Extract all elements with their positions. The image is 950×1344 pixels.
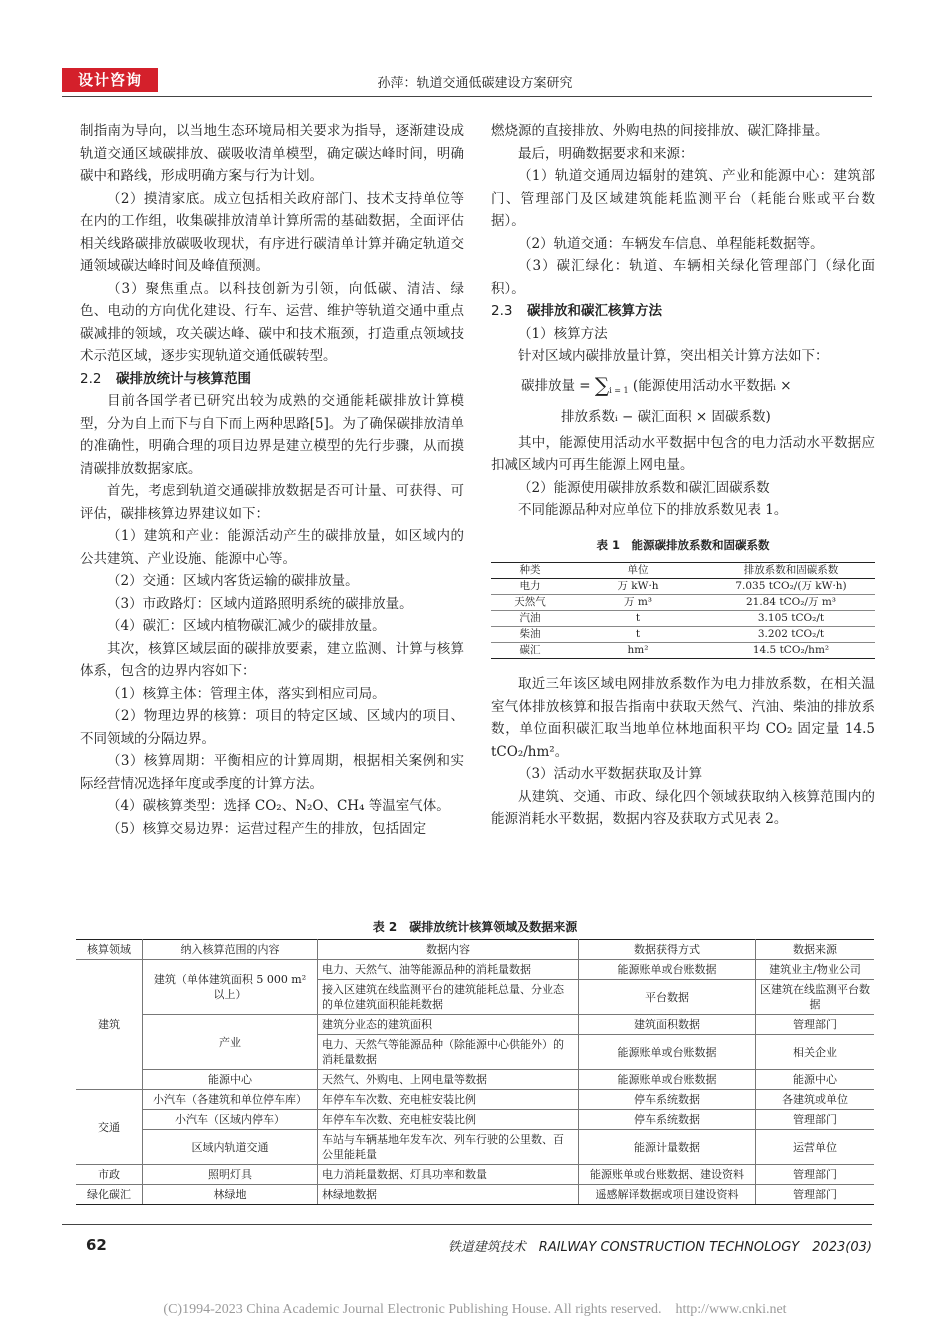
table1-row xyxy=(491,643,875,659)
table1-header: 种类 xyxy=(491,563,569,579)
body-paragraph: 目前各国学者已研究出较为成熟的交通能耗碳排放计算模型，分为自上而下与自下而上两种思路[5]。为了确保碳排放清单的准确性，明确合理的项目边界是建立模型的先行步骤，从而摸清碳排放数据家底。 xyxy=(80,393,464,477)
running-header: 孙萍：轨道交通低碳建设方案研究 xyxy=(377,76,573,91)
body-paragraph: （2）物理边界的核算：项目的特定区域、区域内的项目、不同领域的分隔边界。 xyxy=(80,708,464,747)
formula-line1-body: (能源使用活动水平数据ᵢ × xyxy=(632,377,792,394)
page-number: 62 xyxy=(86,1236,107,1254)
table2-cell: 遥感解译数据或项目建设资料 xyxy=(579,1185,756,1205)
table2-domain-cell: 绿化碳汇 xyxy=(76,1185,143,1205)
formula-line2: 排放系数ᵢ − 碳汇面积 × 固碳系数) xyxy=(561,408,771,425)
table2-cell: 停车系统数据 xyxy=(579,1110,756,1130)
table2-cell: 各建筑或单位 xyxy=(756,1090,875,1110)
table1-cell: 7.035 tCO₂/(万 kW·h) xyxy=(707,579,875,595)
body-paragraph: （1）核算方法 xyxy=(518,325,608,342)
table2 xyxy=(76,939,874,1205)
table2-scope-cell: 小汽车（区域内停车） xyxy=(143,1110,318,1130)
table2-scope-cell: 产业 xyxy=(143,1015,318,1070)
table2-cell: 管理部门 xyxy=(756,1185,875,1205)
table1-cell: 14.5 tCO₂/hm² xyxy=(707,643,875,659)
table2-cell: 建筑面积数据 xyxy=(579,1015,756,1035)
body-paragraph: （4）碳核算类型：选择 CO₂、N₂O、CH₄ 等温室气体。 xyxy=(107,798,450,814)
table2-cell: 能源计量数据 xyxy=(579,1130,756,1165)
section-heading xyxy=(80,368,464,391)
body-paragraph: （3）碳汇绿化：轨道、车辆相关绿化管理部门（绿化面积）。 xyxy=(491,258,875,297)
table1-cell: 汽油 xyxy=(491,611,569,627)
table1-header: 单位 xyxy=(569,563,707,579)
body-paragraph: （1）轨道交通周边辐射的建筑、产业和能源中心：建筑部门、管理部门及区域建筑能耗监测平台（耗能台账或平台数据）。 xyxy=(491,168,875,229)
body-paragraph: 针对区域内碳排放量计算，突出相关计算方法如下： xyxy=(518,348,829,364)
table2-header: 数据来源 xyxy=(756,940,875,960)
table2-cell: 接入区建筑在线监测平台的建筑能耗总量、分业态的单位建筑面积能耗数据 xyxy=(318,980,579,1015)
section-banner: 设计咨询 xyxy=(62,68,158,92)
section-title: 碳排放和碳汇核算方法 xyxy=(527,303,662,319)
body-paragraph: （1）核算主体：管理主体，落实到相应司局。 xyxy=(107,685,386,702)
table2-cell: 电力、天然气等能源品种（除能源中心供能外）的消耗量数据 xyxy=(318,1035,579,1070)
table1-cell: 碳汇 xyxy=(491,643,569,659)
table2-cell: 建筑分业态的建筑面积 xyxy=(318,1015,579,1035)
section-number: 2.3 xyxy=(491,303,513,319)
body-paragraph: 不同能源品种对应单位下的排放系数见表 1。 xyxy=(518,502,788,518)
table2-domain-cell: 交通 xyxy=(76,1090,143,1165)
table1-cell: hm² xyxy=(569,643,707,659)
body-paragraph: （4）碳汇：区域内植物碳汇减少的碳排放量。 xyxy=(107,618,386,634)
table2-domain-cell: 建筑 xyxy=(76,960,143,1090)
table2-cell: 天然气、外购电、上网电量等数据 xyxy=(318,1070,579,1090)
table2-cell: 林绿地数据 xyxy=(318,1185,579,1205)
copyright-watermark: (C)1994-2023 China Academic Journal Electronic Publishing House. All rights reserved. http://www.cnki.net xyxy=(163,1302,787,1317)
table2-cell: 相关企业 xyxy=(756,1035,875,1070)
table2-header-row xyxy=(76,940,874,960)
table1-cell: 万 kW·h xyxy=(569,579,707,595)
right-column-top xyxy=(491,120,875,368)
table1-header: 排放系数和固碳系数 xyxy=(707,563,875,579)
table2-scope-cell: 照明灯具 xyxy=(143,1165,318,1185)
table2-header: 核算领域 xyxy=(76,940,143,960)
body-paragraph: （3）市政路灯：区域内道路照明系统的碳排放量。 xyxy=(107,595,413,612)
table1-row xyxy=(491,627,875,643)
table2-cell: 能源中心 xyxy=(756,1070,875,1090)
table2-cell: 年停车车次数、充电桩安装比例 xyxy=(318,1090,579,1110)
body-paragraph: （3）聚焦重点。以科技创新为引领，向低碳、清洁、绿色、电动的方向优化建设、行车、运营、维护等轨道交通中重点碳减排的领域，攻关碳达峰、碳中和技术瓶颈，打造重点领域技术示范区域，逐步实现轨道交通低碳转型。 xyxy=(80,280,464,364)
body-paragraph: （2）能源使用碳排放系数和碳汇固碳系数 xyxy=(518,479,770,496)
table2-row xyxy=(76,1015,874,1035)
table2-scope-cell: 区域内轨道交通 xyxy=(143,1130,318,1165)
table2-row xyxy=(76,1070,874,1090)
table1-cell: t xyxy=(569,611,707,627)
table2-cell: 建筑业主/物业公司 xyxy=(756,960,875,980)
section-title: 碳排放统计与核算范围 xyxy=(116,370,251,387)
table1-caption: 表 1 能源碳排放系数和固碳系数 xyxy=(596,537,770,552)
table2-cell: 电力、天然气、油等能源品种的消耗量数据 xyxy=(318,960,579,980)
table2-cell: 区建筑在线监测平台数据 xyxy=(756,980,875,1015)
body-paragraph: （2）交通：区域内客货运输的碳排放量。 xyxy=(107,573,359,589)
table2-cell: 能源账单或台账数据 xyxy=(579,1070,756,1090)
left-column xyxy=(80,120,464,840)
body-paragraph: 从建筑、交通、市政、绿化四个领域获取纳入核算范围内的能源消耗水平数据，数据内容及获取方式见表 2。 xyxy=(491,788,875,827)
table2-cell: 能源账单或台账数据、建设资料 xyxy=(579,1165,756,1185)
table2-row xyxy=(76,1165,874,1185)
table2-cell: 运营单位 xyxy=(756,1130,875,1165)
header-rule xyxy=(62,96,872,97)
table1-row xyxy=(491,595,875,611)
table1-cell: 21.84 tCO₂/万 m³ xyxy=(707,595,875,611)
table1-row xyxy=(491,611,875,627)
body-paragraph: 燃烧源的直接排放、外购电热的间接排放、碳汇降排量。 xyxy=(491,123,829,139)
table2-row xyxy=(76,1090,874,1110)
table2-scope-cell: 小汽车（各建筑和单位停车库） xyxy=(143,1090,318,1110)
right-column-bottom xyxy=(491,673,875,831)
table1-cell: 柴油 xyxy=(491,627,569,643)
table2-cell: 车站与车辆基地年发车次、列车行驶的公里数、百公里能耗量 xyxy=(318,1130,579,1165)
right-column xyxy=(491,120,875,831)
table2-row xyxy=(76,1130,874,1165)
table2-cell: 能源账单或台账数据 xyxy=(579,1035,756,1070)
body-paragraph: （1）建筑和产业：能源活动产生的碳排放量，如区域内的公共建筑、产业设施、能源中心等。 xyxy=(80,528,464,567)
footer-rule xyxy=(62,1224,872,1225)
table1-header-row xyxy=(491,563,875,579)
table2-cell: 能源账单或台账数据 xyxy=(579,960,756,980)
body-paragraph: （2）摸清家底。成立包括相关政府部门、技术支持单位等在内的工作组，收集碳排放清单计算所需的基础数据，全面评估相关线路碳排放碳吸收现状，有序进行碳清单计算并确定轨道交通领域碳达峰时间及峰值预测。 xyxy=(80,190,464,274)
body-paragraph: （3）核算周期：平衡相应的计算周期，根据相关案例和实际经营情况选择年度或季度的计算方法。 xyxy=(80,753,464,792)
table1-cell: 3.105 tCO₂/t xyxy=(707,611,875,627)
sigma-subscript: i = 1 xyxy=(609,385,629,395)
body-paragraph: 首先，考虑到轨道交通碳排放数据是否可计量、可获得、可评估，碳排核算边界建议如下： xyxy=(80,483,464,522)
table1-cell: 万 m³ xyxy=(569,595,707,611)
formula-prefix: 碳排放量 = xyxy=(521,377,595,394)
table2-cell: 停车系统数据 xyxy=(579,1090,756,1110)
table2-cell: 管理部门 xyxy=(756,1165,875,1185)
body-paragraph: （5）核算交易边界：运营过程产生的排放，包括固定 xyxy=(107,820,427,837)
table2-scope-cell: 建筑（单体建筑面积 5 000 m² 以上） xyxy=(143,960,318,1015)
table2-header: 数据获得方式 xyxy=(579,940,756,960)
table2-wrapper xyxy=(76,918,874,1205)
table2-domain-cell: 市政 xyxy=(76,1165,143,1185)
body-paragraph: 其中，能源使用活动水平数据中包含的电力活动水平数据应扣减区域内可再生能源上网电量。 xyxy=(491,434,875,473)
table2-cell: 管理部门 xyxy=(756,1110,875,1130)
table1-cell: 天然气 xyxy=(491,595,569,611)
table2-cell: 平台数据 xyxy=(579,980,756,1015)
table2-cell: 年停车车次数、充电桩安装比例 xyxy=(318,1110,579,1130)
sigma-symbol: ∑ xyxy=(594,372,610,397)
section-heading xyxy=(491,300,875,323)
emission-formula xyxy=(491,372,875,430)
body-paragraph: 制指南为导向，以当地生态环境局相关要求为指导，逐渐建设成轨道交通区域碳排放、碳吸收清单模型，确定碳达峰时间，明确碳中和路线，形成明确方案与行为计划。 xyxy=(80,123,464,184)
body-paragraph: （2）轨道交通：车辆发车信息、单程能耗数据等。 xyxy=(518,235,824,252)
table2-cell: 电力消耗量数据、灯具功率和数量 xyxy=(318,1165,579,1185)
table1-cell: 3.202 tCO₂/t xyxy=(707,627,875,643)
table1 xyxy=(491,562,875,659)
body-paragraph: （3）活动水平数据获取及计算 xyxy=(518,766,703,782)
table2-cell: 管理部门 xyxy=(756,1015,875,1035)
table1-row xyxy=(491,579,875,595)
table2-row xyxy=(76,1110,874,1130)
journal-name: 铁道建筑技术 RAILWAY CONSTRUCTION TECHNOLOGY 2023(03) xyxy=(447,1240,872,1255)
body-paragraph: 取近三年该区域电网排放系数作为电力排放系数，在相关温室气体排放核算和报告指南中获取天然气、汽油、柴油的排放系数，单位面积碳汇取当地单位林地面积平均 CO₂ 固定量 14.5 tCO₂/hm²。 xyxy=(491,676,875,760)
table2-scope-cell: 林绿地 xyxy=(143,1185,318,1205)
right-column-mid xyxy=(491,432,875,522)
table2-scope-cell: 能源中心 xyxy=(143,1070,318,1090)
table1-cell: t xyxy=(569,627,707,643)
body-paragraph: 最后，明确数据要求和来源： xyxy=(518,145,694,162)
table1-cell: 电力 xyxy=(491,579,569,595)
table2-header: 纳入核算范围的内容 xyxy=(143,940,318,960)
table2-caption: 表 2 碳排放统计核算领域及数据来源 xyxy=(372,920,578,934)
table2-row xyxy=(76,1185,874,1205)
section-number: 2.2 xyxy=(80,370,102,387)
table2-row xyxy=(76,960,874,980)
table2-header: 数据内容 xyxy=(318,940,579,960)
body-paragraph: 其次，核算区域层面的碳排放要素，建立监测、计算与核算体系，包含的边界内容如下： xyxy=(80,640,464,679)
